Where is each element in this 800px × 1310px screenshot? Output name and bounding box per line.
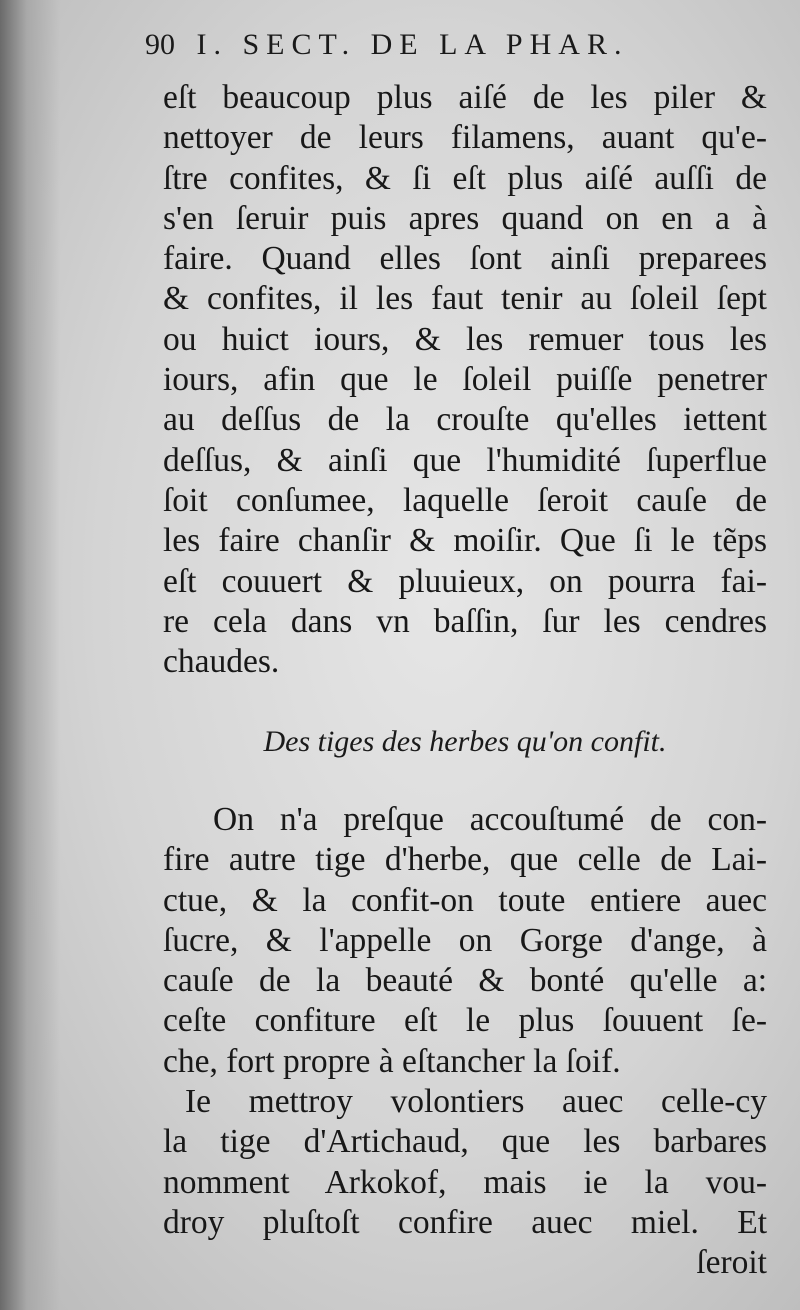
text-line: ſtre confites, & ſi eſt plus aiſé auſſi de xyxy=(163,159,767,197)
text-line: deſſus, & ainſi que l'humidité ſuperflue xyxy=(163,441,767,479)
text-line: ſoit conſumee, laquelle ſeroit cauſe de xyxy=(163,481,767,519)
text-line: che, fort propre à eſtancher la ſoif. xyxy=(163,1042,621,1080)
text-line: nomment Arkokof, mais ie la vou- xyxy=(163,1163,767,1201)
paragraph-2 xyxy=(163,800,767,1284)
text-line: fire autre tige d'herbe, que celle de Lai- xyxy=(163,841,767,879)
text-line: faire. Quand elles ſont ainſi preparees xyxy=(163,240,767,278)
text-line: s'en ſeruir puis apres quand on en a à xyxy=(163,199,767,237)
text-line: eſt beaucoup plus aiſé de les piler & xyxy=(163,79,767,116)
text-line: Ie mettroy volontiers auec celle-cy xyxy=(185,1083,767,1121)
text-line: chaudes. xyxy=(163,643,280,681)
text-line: cauſe de la beauté & bonté qu'elle a: xyxy=(163,962,767,1000)
text-line: droy pluſtoſt confire auec miel. Et xyxy=(163,1203,767,1241)
running-head xyxy=(145,28,705,68)
text-line: au deſſus de la crouſte qu'elles iettent xyxy=(163,401,767,439)
text-line: ou huict iours, & les remuer tous les xyxy=(163,320,767,358)
gutter-shadow xyxy=(0,0,60,1310)
paragraph-1 xyxy=(163,78,767,682)
text-line: ctue, & la confit-on toute entiere auec xyxy=(163,881,767,919)
section-heading: Des tiges des herbes qu'on confit. xyxy=(263,725,667,758)
text-line: On n'a preſque accouſtumé de con- xyxy=(213,801,767,838)
text-line: & confites, il les faut tenir au ſoleil ſept xyxy=(163,280,767,318)
running-title: I. SECT. DE LA PHAR. xyxy=(196,28,629,61)
text-line: iours, afin que le ſoleil puiſſe penetrer xyxy=(163,361,767,399)
catchword: ſeroit xyxy=(696,1244,767,1282)
text-line: ſucre, & l'appelle on Gorge d'ange, à xyxy=(163,921,767,959)
text-line: ceſte confiture eſt le plus ſouuent ſe- xyxy=(163,1002,767,1040)
text-line: la tige d'Artichaud, que les barbares xyxy=(163,1123,767,1161)
text-line: nettoyer de leurs filamens, auant qu'e- xyxy=(163,119,767,157)
text-line: les faire chanſir & moiſir. Que ſi le tẽps xyxy=(163,522,767,560)
text-line: eſt couuert & pluuieux, on pourra fai- xyxy=(163,562,767,600)
page-number: 90 xyxy=(145,28,175,61)
text-line: re cela dans vn baſſin, ſur les cendres xyxy=(163,602,767,640)
